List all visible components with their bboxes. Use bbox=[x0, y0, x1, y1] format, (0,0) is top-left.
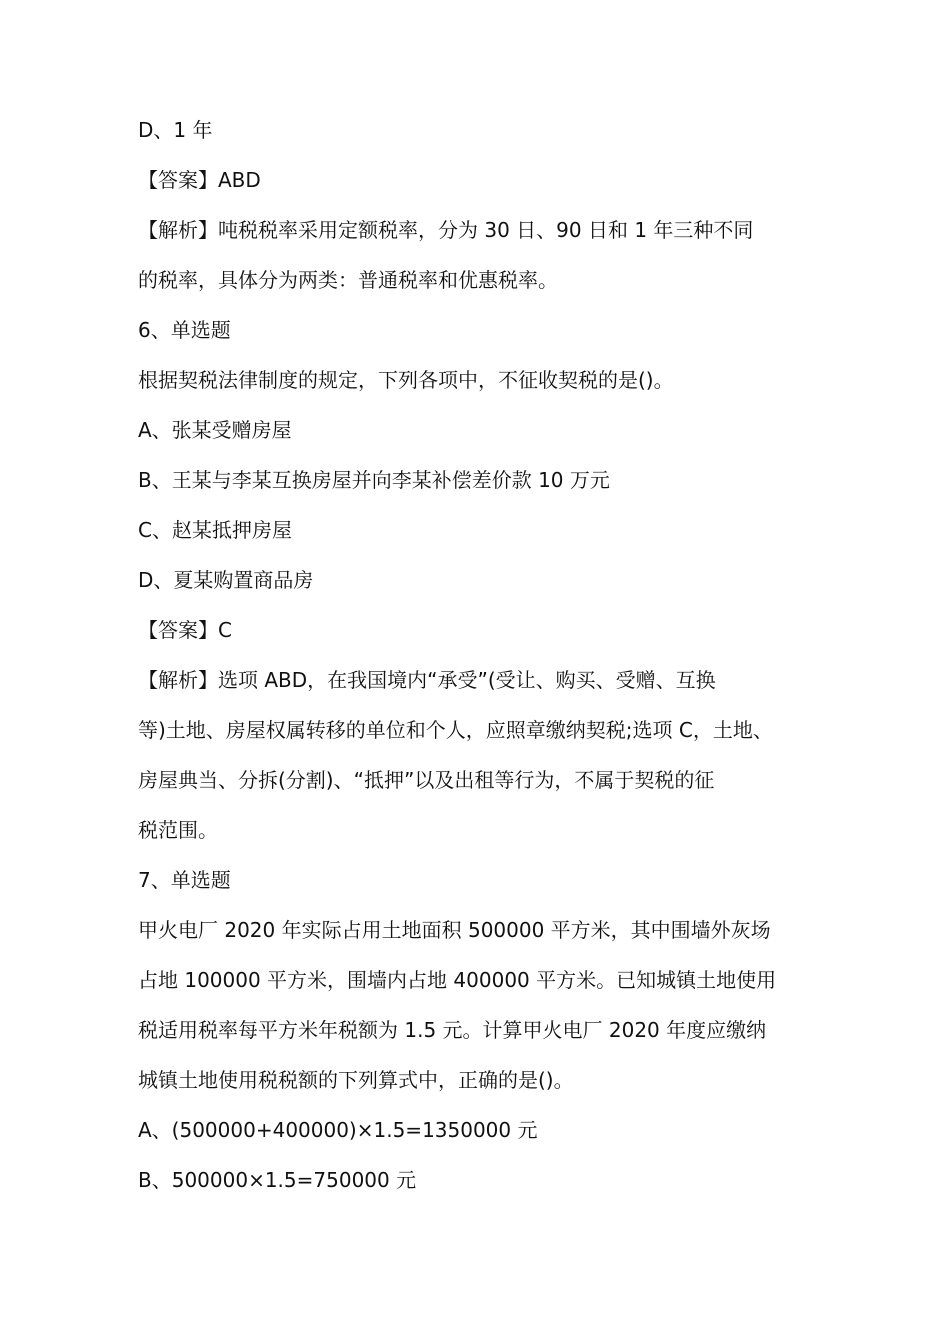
option-d-line: D、1 年 bbox=[138, 118, 213, 142]
question-heading: 6、单选题 bbox=[138, 318, 231, 342]
question-text: 甲火电厂 2020 年实际占用土地面积 500000 平方米，其中围墙外灰场 bbox=[138, 918, 771, 942]
option-d-line: D、夏某购置商品房 bbox=[138, 568, 314, 592]
explanation-line: 的税率，具体分为两类：普通税率和优惠税率。 bbox=[138, 268, 558, 292]
option-a-line: A、张某受赠房屋 bbox=[138, 418, 292, 442]
explanation-line: 房屋典当、分拆(分割)、“抵押”以及出租等行为，不属于契税的征 bbox=[138, 768, 715, 792]
explanation-line: 【解析】选项 ABD，在我国境内“承受”(受让、购买、受赠、互换 bbox=[138, 668, 716, 692]
answer-line: 【答案】C bbox=[138, 618, 232, 642]
question-text: 根据契税法律制度的规定，下列各项中，不征收契税的是()。 bbox=[138, 368, 674, 392]
question-text: 税适用税率每平方米年税额为 1.5 元。计算甲火电厂 2020 年度应缴纳 bbox=[138, 1018, 767, 1042]
option-b-line: B、王某与李某互换房屋并向李某补偿差价款 10 万元 bbox=[138, 468, 610, 492]
option-b-line: B、500000×1.5=750000 元 bbox=[138, 1168, 417, 1192]
question-text: 占地 100000 平方米，围墙内占地 400000 平方米。已知城镇土地使用 bbox=[138, 968, 777, 992]
explanation-line: 等)土地、房屋权属转移的单位和个人，应照章缴纳契税;选项 C，土地、 bbox=[138, 718, 773, 742]
option-a-line: A、(500000+400000)×1.5=1350000 元 bbox=[138, 1118, 538, 1142]
question-heading: 7、单选题 bbox=[138, 868, 231, 892]
question-text: 城镇土地使用税税额的下列算式中，正确的是()。 bbox=[138, 1068, 574, 1092]
option-c-line: C、赵某抵押房屋 bbox=[138, 518, 292, 542]
explanation-line: 税范围。 bbox=[138, 818, 218, 842]
answer-line: 【答案】ABD bbox=[138, 168, 261, 192]
explanation-line: 【解析】吨税税率采用定额税率，分为 30 日、90 日和 1 年三种不同 bbox=[138, 218, 754, 242]
